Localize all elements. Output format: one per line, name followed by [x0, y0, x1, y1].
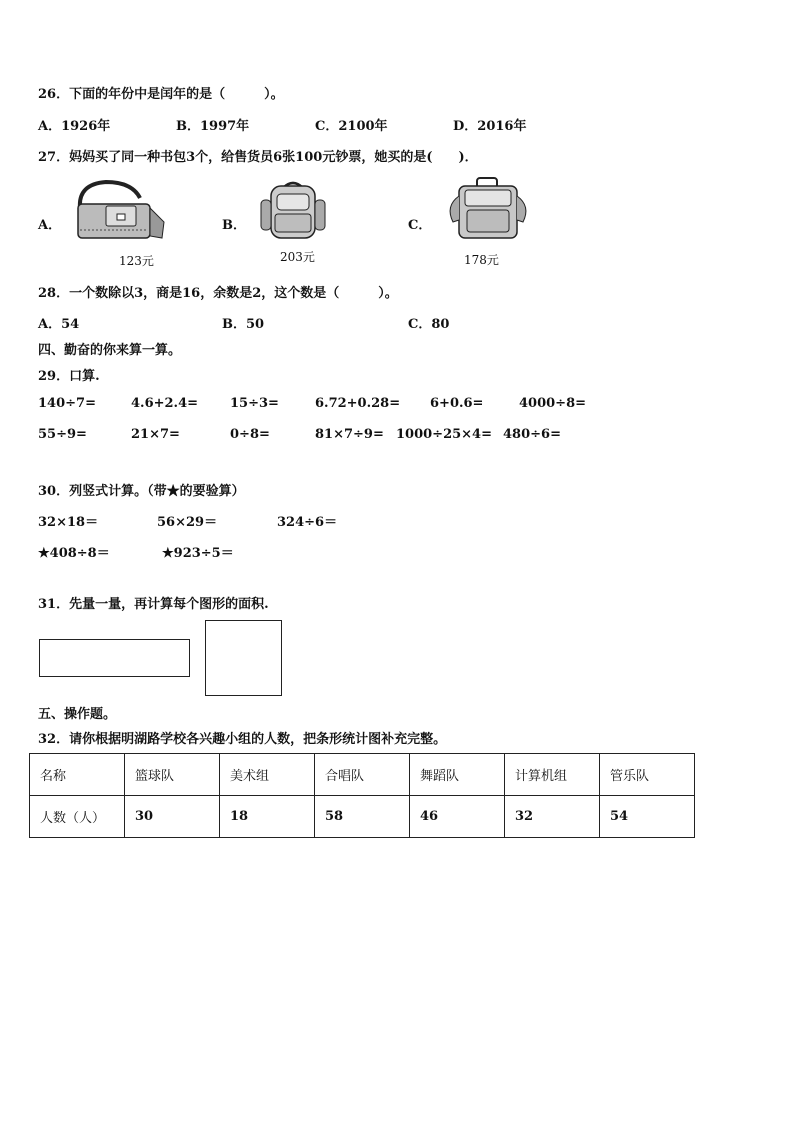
q31-text: 31．先量一量，再计算每个图形的面积.: [38, 597, 269, 612]
q26-option-b: B．1997年: [176, 119, 250, 134]
q30-item: 324÷6＝: [277, 515, 338, 530]
q29-item: 4000÷8=: [519, 396, 587, 411]
table-header-row: [30, 754, 695, 796]
q26-option-c: C．2100年: [315, 119, 388, 134]
q30-text: 30．列竖式计算。（带★的要验算）: [38, 484, 245, 499]
table-header-cell: 美术组: [220, 754, 315, 796]
section-4-heading: 四、勤奋的你来算一算。: [38, 343, 182, 358]
q30-item: 32×18＝: [38, 515, 99, 530]
q27-option-a-label: A．: [38, 218, 62, 233]
q27-option-c-price: 178元: [464, 253, 499, 267]
table-header-cell: 舞蹈队: [410, 754, 505, 796]
q29-item: 55÷9=: [38, 427, 87, 442]
q27-option-a-price: 123元: [119, 254, 154, 268]
table-header-cell: 篮球队: [125, 754, 220, 796]
table-cell: 人数（人）: [30, 796, 125, 838]
q26-option-a: A．1926年: [38, 119, 111, 134]
table-cell: 30: [125, 796, 220, 838]
q27-option-b-label: B．: [222, 218, 246, 233]
interest-group-table: [29, 753, 695, 838]
q27-option-c-label: C．: [408, 218, 432, 233]
q30-item: ★408÷8＝: [38, 546, 110, 561]
q29-item: 81×7÷9=: [315, 427, 384, 442]
square-shape: [205, 620, 282, 696]
table-cell: 58: [315, 796, 410, 838]
satchel-icon: [443, 176, 533, 246]
table-row: [30, 796, 695, 838]
table-header-cell: 管乐队: [600, 754, 695, 796]
q26-option-d: D．2016年: [453, 119, 527, 134]
q29-item: 1000÷25×4=: [396, 427, 492, 442]
q29-item: 0÷8=: [230, 427, 270, 442]
table-cell: 54: [600, 796, 695, 838]
table-header-cell: 合唱队: [315, 754, 410, 796]
rectangle-shape: [39, 639, 190, 677]
table-header-cell: 名称: [30, 754, 125, 796]
q27-option-b-price: 203元: [280, 250, 315, 264]
q29-item: 21×7=: [131, 427, 180, 442]
q29-item: 15÷3=: [230, 396, 279, 411]
backpack-icon: [257, 178, 329, 246]
shoulder-bag-icon: [70, 178, 170, 246]
q30-item: 56×29＝: [157, 515, 218, 530]
table-cell: 32: [505, 796, 600, 838]
q28-text: 28．一个数除以3，商是16，余数是2，这个数是（ ）。: [38, 286, 398, 301]
q28-option-b: B．50: [222, 317, 265, 332]
section-5-heading: 五、操作题。: [38, 707, 117, 722]
q29-item: 4.6+2.4=: [131, 396, 199, 411]
q32-text: 32．请你根据明湖路学校各兴趣小组的人数，把条形统计图补充完整。: [38, 732, 447, 747]
q28-option-a: A．54: [38, 317, 80, 332]
q30-item: ★923÷5＝: [162, 546, 234, 561]
q29-item: 480÷6=: [503, 427, 561, 442]
q28-option-c: C．80: [408, 317, 450, 332]
q27-text: 27．妈妈买了同一种书包3个，给售货员6张100元钞票，她买的是( )．: [38, 150, 478, 165]
q29-text: 29．口算.: [38, 369, 100, 384]
table-header-cell: 计算机组: [505, 754, 600, 796]
q26-text: 26．下面的年份中是闰年的是（ ）。: [38, 87, 284, 102]
table-cell: 46: [410, 796, 505, 838]
q29-item: 140÷7=: [38, 396, 96, 411]
q29-item: 6.72+0.28=: [315, 396, 401, 411]
q29-item: 6+0.6=: [430, 396, 484, 411]
table-cell: 18: [220, 796, 315, 838]
